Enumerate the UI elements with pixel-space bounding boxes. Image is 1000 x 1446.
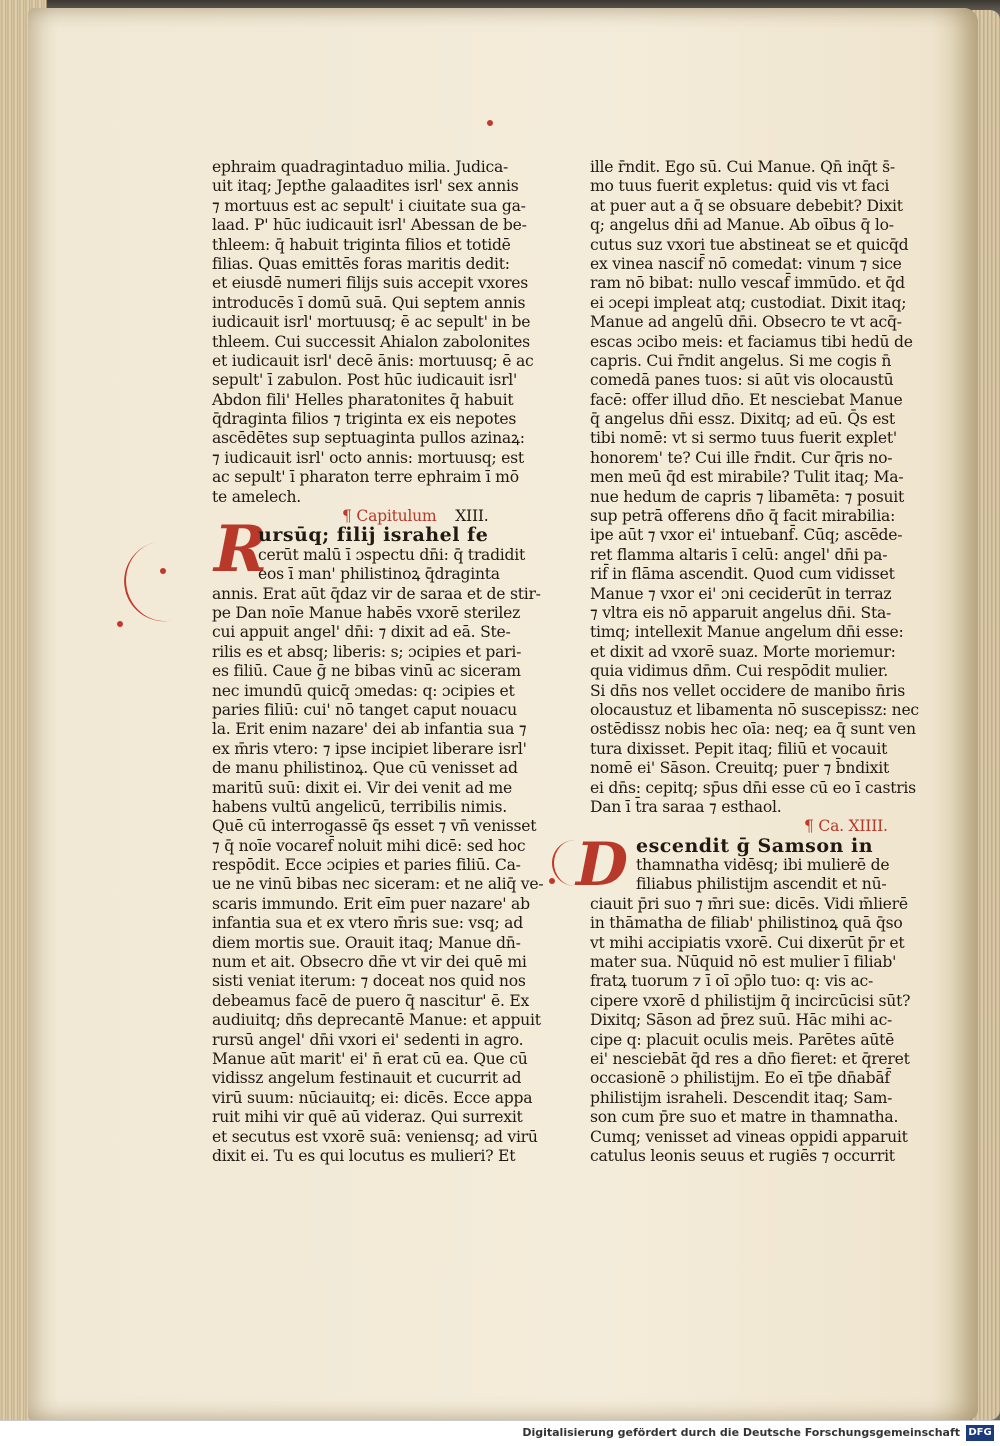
text-line: ret flamma altaris ī celū: angel' dn̄i pa- — [590, 545, 888, 564]
text-line: audiuitq; dn̄s deprecantē Manue: et appuit — [212, 1011, 541, 1030]
text-line: et secutus est vxorē suā: veniensq; ad virū — [212, 1127, 538, 1146]
text-line: diem mortis sue. Orauit itaq; Manue dn̄- — [212, 933, 521, 952]
text-line: paries filiū: cui' nō tanget caput nouacu — [212, 700, 517, 719]
text-line: occasionē ɔ philistijm. Eo eī tp̄e dn̄abāf̄ — [590, 1069, 890, 1088]
rubric-dot — [117, 621, 123, 627]
text-line: q; angelus dn̄i ad Manue. Ab oībus q̄ lo- — [590, 216, 894, 235]
chapter-label: Ca. XIIII. — [818, 817, 888, 836]
funding-credit: Digitalisierung gefördert durch die Deutsche Forschungsgemeinschaft — [522, 1426, 960, 1439]
text-line: fratꝝ tuorum ⁊ ī oī ɔp̄lo tuo: q: vis ac- — [590, 972, 874, 991]
text-line: q̄ angelus dn̄i essz. Dixitq; ad eū. Q̄s est — [590, 410, 895, 429]
text-line: scaris immundo. Erit eīm puer nazare' ab — [212, 894, 530, 913]
text-line: debeamus facē de puero q̄ nascitur' ē. Ex — [212, 991, 530, 1010]
text-line: et iudicauit isrl' decē ānis: mortuusq; ē ac — [212, 351, 534, 370]
left-column-text-block-1 — [212, 158, 534, 507]
text-line: maritū suū: dixit ei. Vir dei venit ad me — [212, 778, 513, 797]
text-line: rilis es et absq; liberis: s; ɔcipies et pari- — [212, 642, 522, 661]
text-line: ciauit p̄ri suo ⁊ m̄ri sue: dicēs. Vidi m̄lierē — [590, 894, 908, 913]
text-line: Manue ⁊ vxor ei' ɔni ceciderūt in terraz — [590, 584, 892, 603]
right-column-text-block-1 — [590, 158, 919, 817]
chapter-number: XIII. — [455, 507, 489, 526]
text-line: pe Dan noīe Manue habēs vxorē sterilez — [212, 603, 521, 622]
text-line: ei dn̄s: cepitq; sp̄us dn̄i esse cū eo ī castris — [590, 778, 916, 797]
text-column-left — [212, 158, 544, 1166]
text-line: men meū q̄d est mirabile? Tulit itaq; Ma- — [590, 468, 904, 487]
chapter-heading-xiiii — [590, 817, 908, 836]
dfg-logo: DFG — [966, 1425, 994, 1441]
text-line: habens vultū angelicū, terribilis nimis. — [212, 797, 507, 816]
rubric-dot — [487, 120, 493, 126]
text-line: tibi nomē: vt si sermo tuus fuerit explet' — [590, 429, 897, 448]
text-line: virū suum: nūciauitq; ei: dicēs. Ecce appa — [212, 1088, 533, 1107]
decorated-initial-r: R — [214, 512, 268, 587]
text-line: vidissz angelum festinauit et cucurrit ad — [212, 1069, 522, 1088]
digitization-footer — [0, 1420, 1000, 1446]
show-through-running-header — [200, 112, 820, 152]
chapter-label: Capitulum — [356, 507, 437, 526]
text-line: Manue aūt marit' ei' n̄ erat cū ea. Que cū — [212, 1049, 528, 1068]
text-line: sup petrā offerens dn̄o q̄ facit mirabilia: — [590, 507, 896, 526]
text-line: filiabus philistijm ascendit et nū- — [636, 875, 887, 894]
text-line: sepult' ī zabulon. Post hūc iudicauit isrl' — [212, 371, 518, 390]
text-line: et eiusdē numeri filijs suis accepit vxores — [212, 274, 529, 293]
text-line: nue hedum de capris ⁊ libamēta: ⁊ posuit — [590, 487, 905, 506]
text-line: ⁊ iudicauit isrl' octo annis: mortuusq; est — [212, 448, 524, 467]
text-line: dixit ei. Tu es qui locutus es mulieri? Et — [212, 1146, 516, 1165]
text-line: rif̄ in flāma ascendit. Quod cum vidisset — [590, 565, 895, 584]
text-line: Si dn̄s nos vellet occidere de manibo n̄ris — [590, 681, 906, 700]
text-line: cipe q: placuit oculis meis. Parētes aūtē — [590, 1030, 895, 1049]
text-line: sisti veniat iterum: ⁊ doceat nos quid nos — [212, 972, 526, 991]
text-line: laad. P' hūc iudicauit isrl' Abessan de be- — [212, 216, 527, 235]
text-line: thamnatha vidēsq; ibi mulierē de — [636, 856, 890, 875]
text-line: es filiū. Caue ḡ ne bibas vinū ac siceram — [212, 662, 521, 681]
text-line: ephraim quadragintaduo milia. Judica- — [212, 158, 509, 176]
text-line: honorem' te? Cui ille r̄ndit. Cur q̄ris no- — [590, 448, 893, 467]
chapter-incipit-headline: ursūq; filij israhel fe — [258, 524, 489, 547]
text-line: ei' nesciebāt q̄d res a dn̄o fieret: et q̄reret — [590, 1049, 910, 1068]
text-line: comedā panes tuos: si aūt vis olocaustū — [590, 371, 894, 390]
paragraph-mark: ¶ — [342, 507, 352, 526]
text-line: facē: offer illud dn̄o. Et nesciebat Manue — [590, 390, 903, 409]
text-line: ram nō bibat: nullo vescaf̄ immūdo. et q̄d — [590, 274, 905, 293]
text-line: philistijm israheli. Descendit itaq; Sam- — [590, 1088, 893, 1107]
right-column-text-block-2 — [590, 856, 911, 1166]
text-line: Dan ī t̄ra saraa ⁊ esthaol. — [590, 797, 782, 816]
text-line: ruit mihi vir quē aū videraz. Qui surrexit — [212, 1108, 523, 1127]
text-line: thleem. Cui successit Ahialon zabolonites — [212, 332, 530, 351]
text-line: ex vinea nascif̄ nō comedat: vinum ⁊ sice — [590, 254, 902, 273]
text-line: uit itaq; Jepthe galaadites isrl' sex annis — [212, 177, 519, 196]
text-line: Abdon fili' Helles pharatonites q̄ habuit — [212, 390, 514, 409]
text-line: nomē ei' Sāson. Creuitq; puer ⁊ b̄ndixit — [590, 759, 889, 778]
text-line: thleem: q̄ habuit triginta filios et totidē — [212, 235, 511, 254]
text-line: la. Erit enim nazare' dei ab infantia sua ⁊ — [212, 720, 527, 739]
text-line: ex m̄ris vtero: ⁊ ipse incipiet liberare isrl' — [212, 739, 527, 758]
text-line: tura dixisset. Pepit itaq; filiū et vocauit — [590, 739, 888, 758]
text-line: olocaustuz et libamenta nō suscepissz: nec — [590, 700, 919, 719]
text-line: ⁊ q̄ noīe vocaref̄ noluit mihi dicē: sed hoc — [212, 836, 526, 855]
text-line: timq; intellexit Manue angelum dn̄i esse: — [590, 623, 904, 642]
text-line: son cum p̄re suo et matre in thamnatha. — [590, 1108, 899, 1127]
decorated-initial-d: D — [576, 830, 629, 900]
text-line: rursū angel' dn̄i vxori ei' sedenti in agro. — [212, 1030, 524, 1049]
text-line: catulus leonis seuus et rugiēs ⁊ occurrit — [590, 1146, 895, 1165]
text-line: nec imundū quicq̄ ɔmedas: q: ɔcipies et — [212, 681, 515, 700]
chapter-incipit-headline: escendit ḡ Samson in — [636, 834, 874, 857]
text-line: et dixit ad vxorē suaz. Morte moriemur: — [590, 642, 896, 661]
text-line: ⁊ mortuus est ac sepult' i ciuitate sua ga- — [212, 196, 526, 215]
paragraph-mark: ¶ — [804, 817, 814, 836]
text-line: quia vidimus dn̄m. Cui respōdit mulier. — [590, 662, 888, 681]
text-line: Dixitq; Sāson ad p̄rez suū. Hāc mihi ac- — [590, 1011, 893, 1030]
text-line: infantia sua et ex vtero m̄ris sue: vsq; ad — [212, 914, 523, 933]
text-line: ostēdissz nobis hec oīa: neq; ea q̄ sunt ven — [590, 720, 916, 739]
text-line: iudicauit isrl' mortuusq; ē ac sepult' in be — [212, 313, 531, 332]
text-line: Quē cū interrogassē q̄s esset ⁊ vn̄ venisset — [212, 817, 537, 836]
text-line: capris. Cui r̄ndit angelus. Si me cogis n̄ — [590, 351, 892, 370]
text-line: Manue ad angelū dn̄i. Obsecro te vt acq̄- — [590, 313, 902, 332]
text-line: ue ne vinū bibas nec siceram: et ne aliq̄ ve- — [212, 875, 544, 894]
text-line: at puer aut a q̄ se obsuare debebit? Dixit — [590, 196, 903, 215]
text-line: cui appuit angel' dn̄i: ⁊ dixit ad eā. Ste- — [212, 623, 511, 642]
text-line: vt mihi accipiatis vxorē. Cui dixerūt p̄r et — [590, 933, 905, 952]
text-line: introducēs ī domū suā. Qui septem annis — [212, 293, 526, 312]
text-line: cerūt malū ī ɔspectu dn̄i: q̄ tradidit — [258, 545, 526, 564]
rubric-dot — [549, 878, 555, 884]
text-line: te amelech. — [212, 487, 301, 506]
text-line: ascēdētes sup septuaginta pullos azinaꝝ: — [212, 429, 525, 448]
text-line: q̄draginta filios ⁊ triginta ex eis nepotes — [212, 410, 517, 429]
text-line: Cumq; venisset ad vineas oppidi apparuit — [590, 1127, 908, 1146]
text-line: mo tuus fuerit expletus: quid vis vt faci — [590, 177, 890, 196]
text-line: annis. Erat aūt q̄daz vir de saraa et de stir- — [212, 584, 541, 603]
text-line: escas ɔcibo meis: et faciamus tibi hedū de — [590, 332, 913, 351]
text-line: ⁊ vltra eis nō apparuit angelus dn̄i. Sta- — [590, 603, 892, 622]
text-line: cutus suz vxori tue abstineat se et quicq̄d — [590, 235, 909, 254]
left-column-text-block-2 — [212, 545, 544, 1167]
text-line: mater sua. Nūquid nō est mulier ī filiab' — [590, 953, 897, 972]
text-line: ei ɔcepi impleat atq; custodiat. Dixit itaq; — [590, 293, 907, 312]
text-line: ille r̄ndit. Ego sū. Cui Manue. Qn̄ inq̄t s̄- — [590, 158, 895, 176]
text-line: in thāmatha de filiab' philistinoꝝ quā q̄so — [590, 914, 903, 933]
text-line: ac sepult' ī pharaton terre ephraim ī mō — [212, 468, 519, 487]
text-line: ipe aūt ⁊ vxor ei' intuebanf̄. Cūq; ascēde- — [590, 526, 903, 545]
text-line: num et ait. Obsecro dn̄e vt vir dei quē mi — [212, 953, 527, 972]
text-line: cipere vxorē d philistijm q̄ incircūcisi sūt? — [590, 991, 911, 1010]
text-line: eos ī man' philistinoꝝ q̄draginta — [258, 565, 500, 584]
text-line: de manu philistinoꝝ. Que cū venisset ad — [212, 759, 518, 778]
text-line: filias. Quas emittēs foras maritis dedit: — [212, 254, 510, 273]
text-column-right — [590, 158, 919, 1166]
text-line: respōdit. Ecce ɔcipies et paries filiū. Ca- — [212, 856, 521, 875]
